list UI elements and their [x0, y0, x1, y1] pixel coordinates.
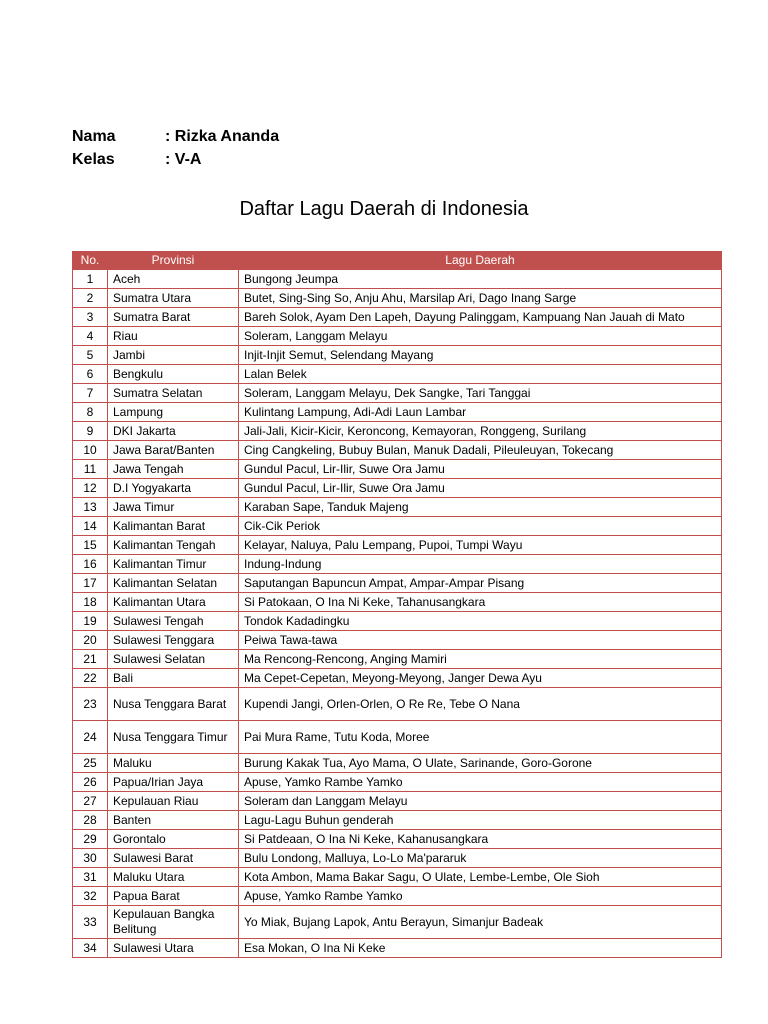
table-row: [73, 650, 722, 669]
row-number: 10: [73, 441, 108, 460]
class-label: Kelas: [72, 150, 115, 168]
songs-cell: Karaban Sape, Tanduk Majeng: [239, 498, 722, 517]
column-header-province: Provinsi: [108, 252, 239, 270]
province-cell: Sulawesi Selatan: [108, 650, 239, 669]
row-number: 16: [73, 555, 108, 574]
province-cell: Sumatra Barat: [108, 308, 239, 327]
row-number: 23: [73, 688, 108, 721]
table-row: [73, 906, 722, 939]
table-row: [73, 811, 722, 830]
province-cell: Maluku Utara: [108, 868, 239, 887]
songs-cell: Saputangan Bapuncun Ampat, Ampar-Ampar Pisang: [239, 574, 722, 593]
student-info: [72, 125, 279, 171]
row-number: 27: [73, 792, 108, 811]
songs-cell: Si Patdeaan, O Ina Ni Keke, Kahanusangkara: [239, 830, 722, 849]
row-number: 28: [73, 811, 108, 830]
province-cell: Sulawesi Tenggara: [108, 631, 239, 650]
row-number: 7: [73, 384, 108, 403]
row-number: 31: [73, 868, 108, 887]
songs-cell: Burung Kakak Tua, Ayo Mama, O Ulate, Sarinande, Goro-Gorone: [239, 754, 722, 773]
songs-cell: Lagu-Lagu Buhun genderah: [239, 811, 722, 830]
songs-cell: Soleram dan Langgam Melayu: [239, 792, 722, 811]
songs-cell: Kupendi Jangi, Orlen-Orlen, O Re Re, Tebe O Nana: [239, 688, 722, 721]
table-row: [73, 688, 722, 721]
songs-cell: Ma Rencong-Rencong, Anging Mamiri: [239, 650, 722, 669]
province-cell: Papua/Irian Jaya: [108, 773, 239, 792]
songs-cell: Esa Mokan, O Ina Ni Keke: [239, 939, 722, 958]
row-number: 17: [73, 574, 108, 593]
table-row: [73, 403, 722, 422]
table-row: [73, 422, 722, 441]
province-cell: Kalimantan Timur: [108, 555, 239, 574]
province-cell: Bali: [108, 669, 239, 688]
table-row: [73, 887, 722, 906]
province-cell: Jawa Barat/Banten: [108, 441, 239, 460]
table-row: [73, 773, 722, 792]
province-cell: Kalimantan Tengah: [108, 536, 239, 555]
row-number: 20: [73, 631, 108, 650]
row-number: 14: [73, 517, 108, 536]
row-number: 6: [73, 365, 108, 384]
province-cell: Kalimantan Utara: [108, 593, 239, 612]
province-cell: Gorontalo: [108, 830, 239, 849]
document-title: Daftar Lagu Daerah di Indonesia: [239, 198, 529, 220]
songs-cell: Bungong Jeumpa: [239, 270, 722, 289]
regional-songs-table: [72, 251, 722, 958]
class-row: [72, 148, 279, 171]
songs-cell: Soleram, Langgam Melayu, Dek Sangke, Tari Tanggai: [239, 384, 722, 403]
province-cell: Banten: [108, 811, 239, 830]
province-cell: Jambi: [108, 346, 239, 365]
table-row: [73, 460, 722, 479]
row-number: 8: [73, 403, 108, 422]
row-number: 30: [73, 849, 108, 868]
songs-cell: Bareh Solok, Ayam Den Lapeh, Dayung Palinggam, Kampuang Nan Jauah di Mato: [239, 308, 722, 327]
row-number: 21: [73, 650, 108, 669]
province-cell: Riau: [108, 327, 239, 346]
row-number: 13: [73, 498, 108, 517]
table-row: [73, 721, 722, 754]
table-row: [73, 384, 722, 403]
table-row: [73, 868, 722, 887]
table-row: [73, 365, 722, 384]
songs-cell: Cik-Cik Periok: [239, 517, 722, 536]
songs-cell: Bulu Londong, Malluya, Lo-Lo Ma'pararuk: [239, 849, 722, 868]
songs-cell: Injit-Injit Semut, Selendang Mayang: [239, 346, 722, 365]
row-number: 1: [73, 270, 108, 289]
province-cell: Sulawesi Barat: [108, 849, 239, 868]
songs-cell: Gundul Pacul, Lir-Ilir, Suwe Ora Jamu: [239, 460, 722, 479]
table-row: [73, 555, 722, 574]
province-cell: Sulawesi Tengah: [108, 612, 239, 631]
songs-cell: Gundul Pacul, Lir-Ilir, Suwe Ora Jamu: [239, 479, 722, 498]
table-row: [73, 270, 722, 289]
songs-cell: Pai Mura Rame, Tutu Koda, Moree: [239, 721, 722, 754]
row-number: 22: [73, 669, 108, 688]
row-number: 19: [73, 612, 108, 631]
table-row: [73, 631, 722, 650]
row-number: 2: [73, 289, 108, 308]
songs-cell: Peiwa Tawa-tawa: [239, 631, 722, 650]
table-row: [73, 289, 722, 308]
column-header-no: No.: [73, 252, 108, 270]
table-row: [73, 327, 722, 346]
songs-cell: Cing Cangkeling, Bubuy Bulan, Manuk Dadali, Pileuleuyan, Tokecang: [239, 441, 722, 460]
province-cell: Bengkulu: [108, 365, 239, 384]
songs-cell: Lalan Belek: [239, 365, 722, 384]
province-cell: D.I Yogyakarta: [108, 479, 239, 498]
table-row: [73, 498, 722, 517]
name-value: : Rizka Ananda: [165, 127, 280, 145]
table-row: [73, 830, 722, 849]
province-cell: Sumatra Utara: [108, 289, 239, 308]
class-value: : V-A: [165, 150, 202, 168]
province-cell: Papua Barat: [108, 887, 239, 906]
table-row: [73, 346, 722, 365]
table-row: [73, 792, 722, 811]
row-number: 32: [73, 887, 108, 906]
songs-cell: Tondok Kadadingku: [239, 612, 722, 631]
table-body: [73, 270, 722, 958]
songs-cell: Soleram, Langgam Melayu: [239, 327, 722, 346]
column-header-songs: Lagu Daerah: [239, 252, 722, 270]
row-number: 24: [73, 721, 108, 754]
province-cell: Kalimantan Selatan: [108, 574, 239, 593]
row-number: 15: [73, 536, 108, 555]
songs-cell: Ma Cepet-Cepetan, Meyong-Meyong, Janger Dewa Ayu: [239, 669, 722, 688]
table-row: [73, 669, 722, 688]
province-cell: Nusa Tenggara Timur: [108, 721, 239, 754]
songs-cell: Kulintang Lampung, Adi-Adi Laun Lambar: [239, 403, 722, 422]
songs-cell: Indung-Indung: [239, 555, 722, 574]
province-cell: Kepulauan Riau: [108, 792, 239, 811]
province-cell: Lampung: [108, 403, 239, 422]
province-cell: Maluku: [108, 754, 239, 773]
table-row: [73, 517, 722, 536]
province-cell: Kalimantan Barat: [108, 517, 239, 536]
songs-cell: Kota Ambon, Mama Bakar Sagu, O Ulate, Lembe-Lembe, Ole Sioh: [239, 868, 722, 887]
table-header-row: [73, 252, 722, 270]
province-cell: Jawa Tengah: [108, 460, 239, 479]
table-row: [73, 574, 722, 593]
province-cell: Nusa Tenggara Barat: [108, 688, 239, 721]
songs-cell: Butet, Sing-Sing So, Anju Ahu, Marsilap Ari, Dago Inang Sarge: [239, 289, 722, 308]
table-row: [73, 849, 722, 868]
row-number: 18: [73, 593, 108, 612]
table-row: [73, 612, 722, 631]
row-number: 5: [73, 346, 108, 365]
table-row: [73, 536, 722, 555]
table-row: [73, 441, 722, 460]
songs-cell: Si Patokaan, O Ina Ni Keke, Tahanusangkara: [239, 593, 722, 612]
table-row: [73, 593, 722, 612]
songs-cell: Kelayar, Naluya, Palu Lempang, Pupoi, Tumpi Wayu: [239, 536, 722, 555]
row-number: 34: [73, 939, 108, 958]
songs-cell: Apuse, Yamko Rambe Yamko: [239, 773, 722, 792]
province-cell: DKI Jakarta: [108, 422, 239, 441]
province-cell: Sumatra Selatan: [108, 384, 239, 403]
songs-cell: Apuse, Yamko Rambe Yamko: [239, 887, 722, 906]
province-cell: Kepulauan Bangka Belitung: [108, 906, 239, 939]
row-number: 26: [73, 773, 108, 792]
table-row: [73, 939, 722, 958]
table-row: [73, 308, 722, 327]
name-row: [72, 125, 279, 148]
name-label: Nama: [72, 127, 116, 145]
row-number: 3: [73, 308, 108, 327]
row-number: 4: [73, 327, 108, 346]
province-cell: Sulawesi Utara: [108, 939, 239, 958]
songs-cell: Yo Miak, Bujang Lapok, Antu Berayun, Simanjur Badeak: [239, 906, 722, 939]
table-row: [73, 479, 722, 498]
row-number: 33: [73, 906, 108, 939]
province-cell: Jawa Timur: [108, 498, 239, 517]
row-number: 9: [73, 422, 108, 441]
row-number: 29: [73, 830, 108, 849]
table-row: [73, 754, 722, 773]
songs-cell: Jali-Jali, Kicir-Kicir, Keroncong, Kemayoran, Ronggeng, Surilang: [239, 422, 722, 441]
row-number: 12: [73, 479, 108, 498]
province-cell: Aceh: [108, 270, 239, 289]
row-number: 25: [73, 754, 108, 773]
row-number: 11: [73, 460, 108, 479]
